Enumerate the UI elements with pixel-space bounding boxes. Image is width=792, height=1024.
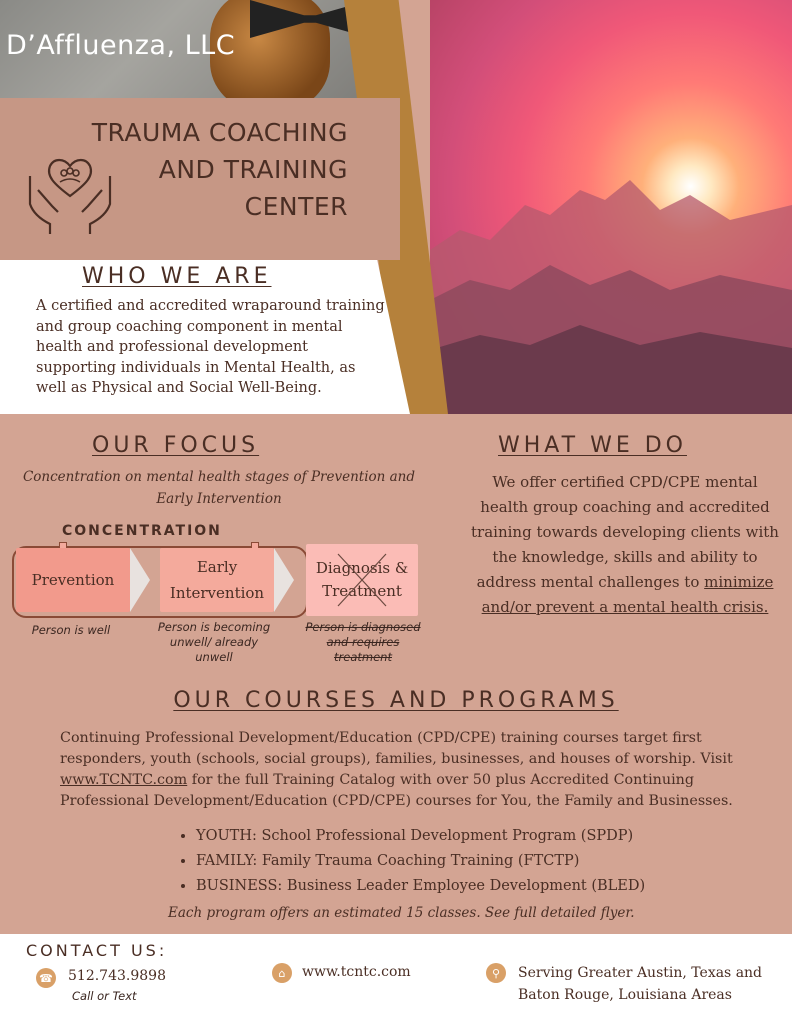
concentration-label: CONCENTRATION [62,523,222,539]
program-item-business: • BUSINESS: Business Leader Employee Development (BLED) [196,876,718,896]
stage-prevention-label: Prevention [31,571,115,589]
arrow-chevron-2 [274,548,294,612]
title-block [0,98,400,260]
contact-phone-note: Call or Text [72,989,137,1003]
what-we-do-underlined: minimize and/or prevent a mental health crisis. [481,573,774,616]
heart-hands-icon [24,146,116,238]
location-icon: ⚲ [486,963,506,983]
caption-diagnosis: Person is diagnosed and requires treatment [305,620,421,664]
stage-diagnosis-label: Diagnosis & Treatment [315,559,409,600]
phone-icon: ☎ [36,968,56,988]
what-we-do-heading: WHAT WE DO [498,433,687,458]
courses-intro [60,728,760,812]
our-focus-heading: OUR FOCUS [92,433,260,458]
tcntc-link[interactable]: www.TCNTC.com [60,772,188,788]
caption-early-intervention: Person is becoming unwell/ already unwell [157,620,271,664]
who-we-are-heading: WHO WE ARE [82,264,272,289]
stage-prevention [16,548,130,612]
contact-web[interactable]: www.tcntc.com [302,964,411,980]
contact-phone[interactable]: 512.743.9898 [68,968,166,984]
title-line-1: TRAUMA COACHING [91,118,348,147]
stage-early-intervention-label: Early Intervention [169,558,265,602]
courses-heading-text: OUR COURSES AND PROGRAMS [173,688,619,713]
mountain-silhouette [430,0,792,414]
title-line-3: CENTER [244,192,348,221]
caption-prevention: Person is well [31,623,111,637]
globe-icon: ⌂ [272,963,292,983]
program-item-youth: • YOUTH: School Professional Development Program (SPDP) [196,826,718,846]
courses-intro-a: Continuing Professional Development/Education (CPD/CPE) training courses target first responders, youth (schools, social groups), families, businesses, and houses of worship. Visit [60,730,733,767]
what-we-do-text [470,470,780,620]
program-list [178,826,718,901]
who-we-are-text: A certified and accredited wraparound training and group coaching component in mental health and professional development supporting individuals in Mental Health, as well as Physical and Social Well-Being. [36,298,385,396]
stage-early-intervention [160,548,274,612]
arrow-chevron-1 [130,548,150,612]
contact-heading: CONTACT US: [26,941,168,960]
our-focus-subtitle: Concentration on mental health stages of Prevention and Early Intervention [22,469,416,507]
what-we-do-body: We offer certified CPD/CPE mental health group coaching and accredited training towards developing clients with the knowledge, skills and ability to address mental challenges to [471,473,779,591]
program-note: Each program offers an estimated 15 classes. See full detailed flyer. [168,905,635,921]
courses-intro-b: for the full Training Catalog with over 50 plus Accredited Continuing Professional Development/Education (CPD/CPE) courses for You, the Family and Businesses. [60,772,733,809]
title-line-2: AND TRAINING [158,155,348,184]
courses-heading [0,688,792,713]
cross-out-icon [306,544,418,616]
company-name: D’Affluenza, LLC [6,30,236,61]
sunset-image [430,0,792,414]
contact-area: Serving Greater Austin, Texas and Baton Rouge, Louisiana Areas [518,965,763,1003]
program-item-family: • FAMILY: Family Trauma Coaching Training (FTCTP) [196,851,718,871]
